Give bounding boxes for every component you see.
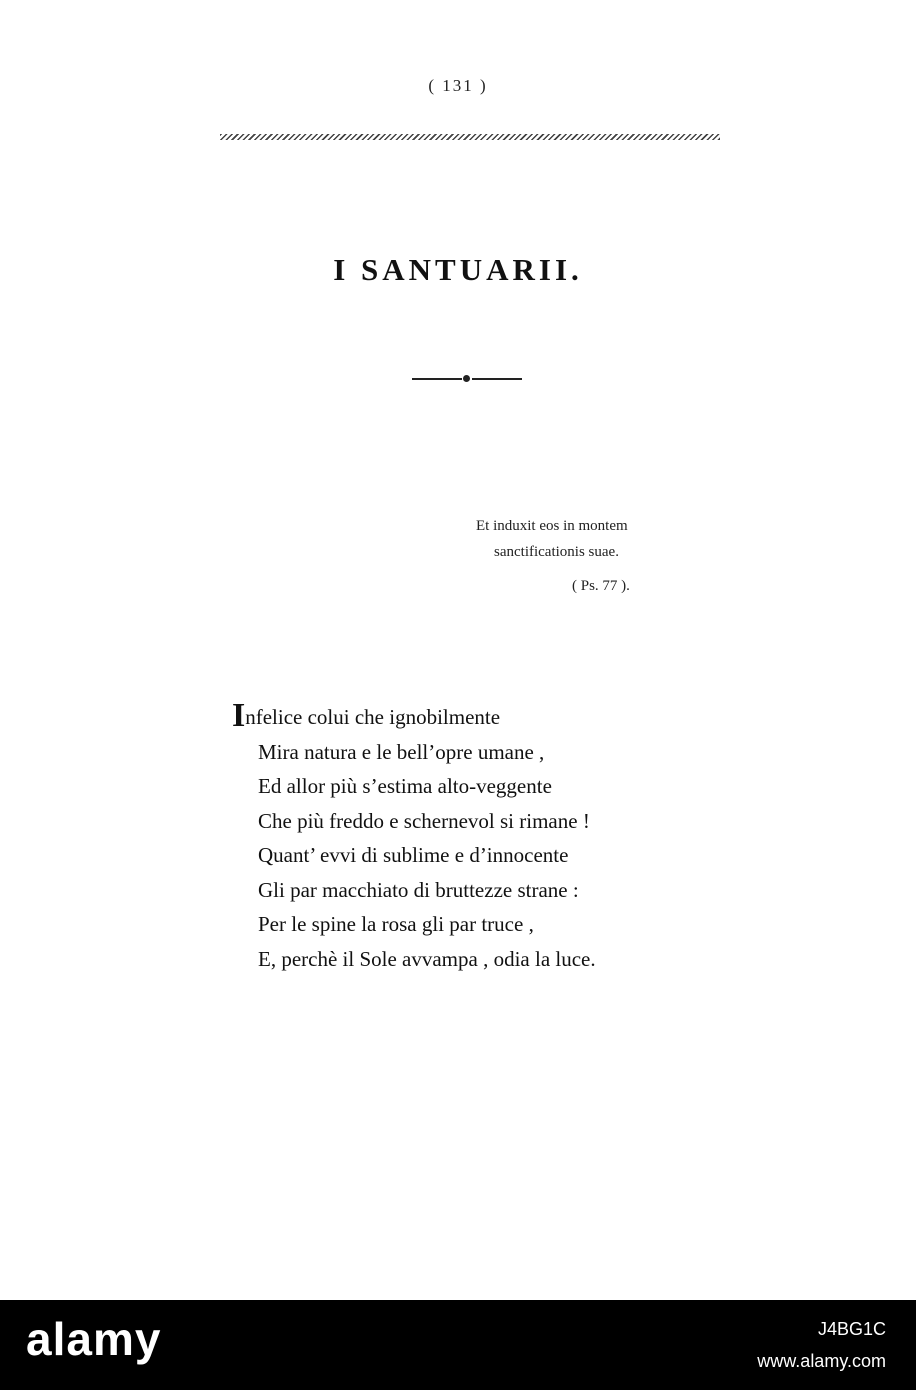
stanza-line: Gli par macchiato di bruttezze strane : bbox=[258, 877, 579, 902]
ornament-line-right bbox=[472, 378, 522, 380]
stanza-line bbox=[232, 697, 752, 735]
poem-stanza bbox=[232, 697, 752, 976]
brand-logo: alamy bbox=[26, 1313, 162, 1365]
stanza-line: E, perchè il Sole avvampa , odia la luce. bbox=[258, 946, 596, 971]
stanza-line: Quant’ evvi di sublime e d’innocente bbox=[258, 843, 569, 867]
page-number: ( 131 ) bbox=[428, 76, 488, 95]
stanza-line: Ed allor più s’estima alto-veggente bbox=[258, 774, 552, 798]
title-ornament bbox=[412, 372, 522, 386]
stanza-line-text: nfelice colui che ignobilmente bbox=[245, 705, 501, 729]
stanza-line: Per le spine la rosa gli par truce , bbox=[258, 912, 534, 936]
ornament-dot bbox=[463, 375, 470, 382]
ornament-line-left bbox=[412, 378, 462, 380]
header-rule bbox=[220, 134, 720, 140]
epigraph bbox=[476, 513, 736, 599]
stanza-line: Mira natura e le bell’opre umane , bbox=[258, 739, 545, 764]
image-id: J4BG1C bbox=[817, 1319, 886, 1339]
epigraph-line-2: sanctificationis suae. bbox=[494, 544, 619, 560]
site-url: www.alamy.com bbox=[757, 1351, 886, 1371]
epigraph-citation: ( Ps. 77 ). bbox=[572, 578, 630, 594]
drop-cap: I bbox=[232, 697, 246, 734]
poem-title: I SANTUARII. bbox=[333, 252, 583, 287]
epigraph-line-1: Et induxit eos in montem bbox=[476, 518, 628, 534]
stanza-line: Che più freddo e schernevol si rimane ! bbox=[258, 808, 590, 833]
